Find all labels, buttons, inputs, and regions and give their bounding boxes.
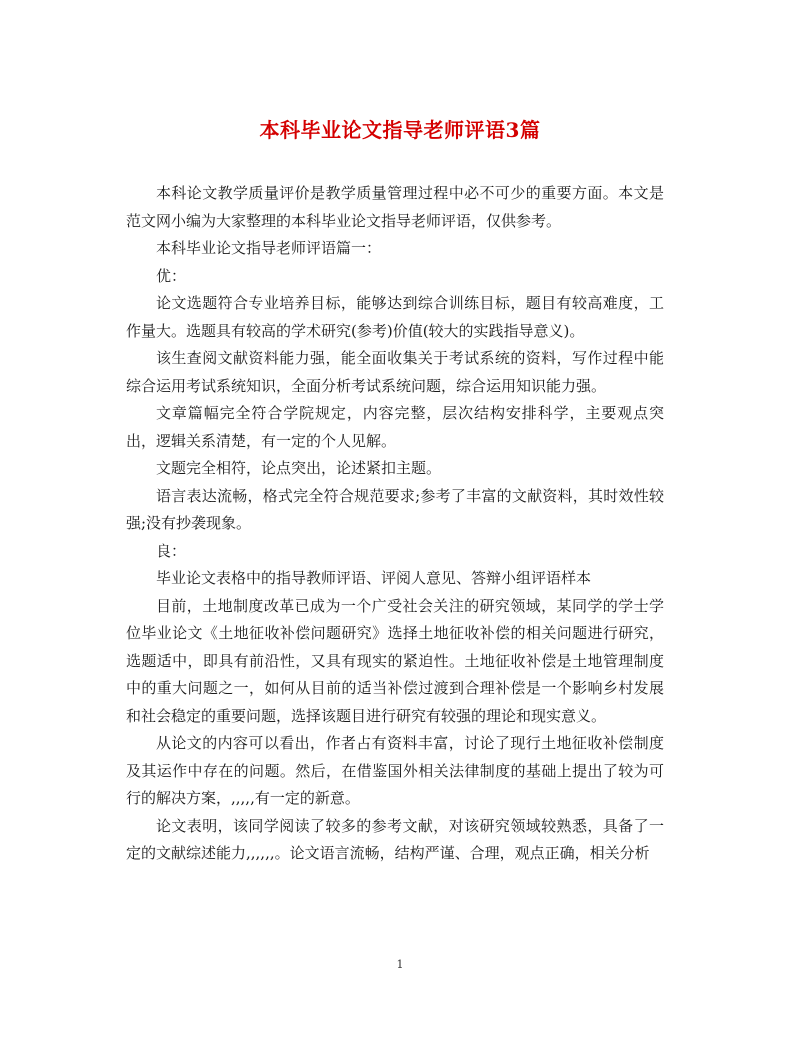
paragraph-sample-heading: 毕业论文表格中的指导教师评语、评阅人意见、答辩小组评语样本 (156, 569, 592, 587)
paragraph-land-reform: 目前，土地制度改革已成为一个广受社会关注的研究领域，某同学的学士学位毕业论文《土地征收补偿问题研究》选择土地征收补偿的相关问题进行研究，选题适中，即具有前沿性，又具有现实的紧迫性。土地征收补偿是土地管理制度中的重大问题之一，如何从目前的适当补偿过渡到合理补偿是一个影响乡村发展和社会稳定的重要问题，选择该题目进行研究有较强的理论和现实意义。 (126, 596, 664, 725)
section-heading-one: 本科毕业论文指导老师评语篇一： (156, 239, 382, 257)
grade-label-good: 良： (156, 541, 187, 560)
paragraph-theme: 文题完全相符，论点突出，论述紧扣主题。 (156, 459, 442, 477)
page-number: 1 (396, 958, 404, 971)
paragraph-intro: 本科论文教学质量评价是教学质量管理过程中必不可少的重要方面。本文是范文网小编为大家整理的本科毕业论文指导老师评语，仅供参考。 (126, 184, 664, 230)
grade-label-excellent: 优： (156, 266, 187, 285)
paragraph-structure: 文章篇幅完全符合学院规定，内容完整，层次结构安排科学，主要观点突出，逻辑关系清楚，有一定的个人见解。 (126, 404, 664, 450)
paragraph-language: 语言表达流畅，格式完全符合规范要求;参考了丰富的文献资料，其时效性较强;没有抄袭现象。 (126, 486, 664, 532)
paragraph-topic: 论文选题符合专业培养目标，能够达到综合训练目标，题目有较高难度，工作量大。选题具有较高的学术研究(参考)价值(较大的实践指导意义)。 (126, 294, 664, 340)
paragraph-content-analysis: 从论文的内容可以看出，作者占有资料丰富，讨论了现行土地征收补偿制度及其运作中存在的问题。然后，在借鉴国外相关法律制度的基础上提出了较为可行的解决方案，,,,,,有一定的新意。 (126, 734, 664, 807)
document-body (126, 180, 664, 868)
paragraph-literature: 论文表明，该同学阅读了较多的参考文献，对该研究领域较熟悉，具备了一定的文献综述能力,,,,,,。论文语言流畅，结构严谨、合理，观点正确，相关分析 (126, 816, 664, 862)
document-title: 本科毕业论文指导老师评语3篇 (259, 118, 541, 142)
paragraph-research-ability: 该生查阅文献资料能力强，能全面收集关于考试系统的资料，写作过程中能综合运用考试系统知识，全面分析考试系统问题，综合运用知识能力强。 (126, 349, 664, 395)
